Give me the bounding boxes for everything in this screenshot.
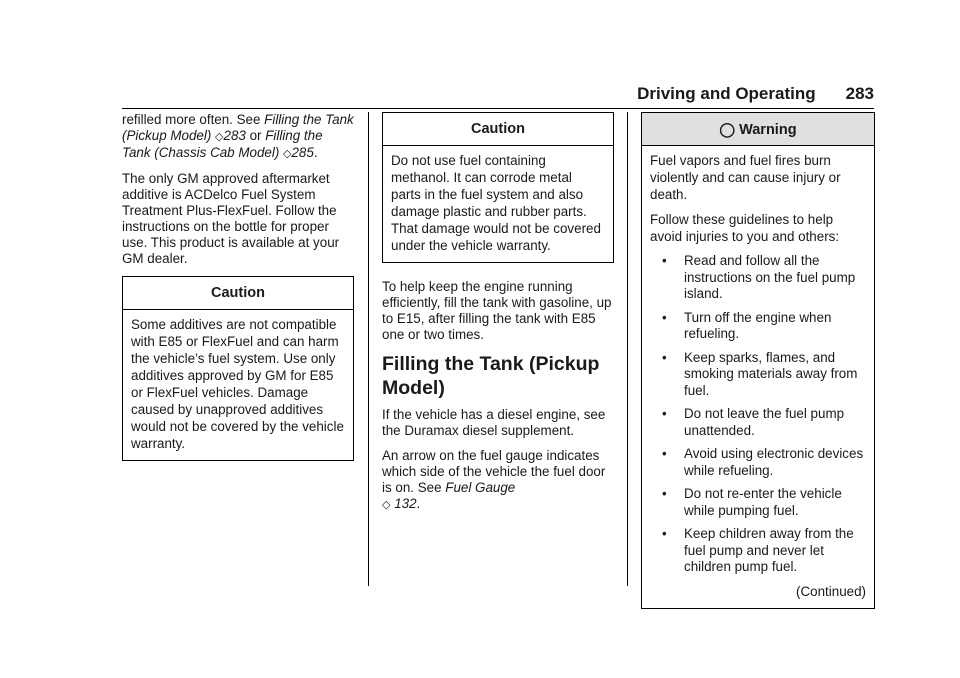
caution-text: Do not use fuel containing methanol. It can corrode metal parts in the fuel system and also damage plastic and rubber parts. That damage would not be covered under the vehicle warranty. (391, 153, 601, 253)
column-1 (122, 112, 354, 461)
list-item: • Avoid using electronic devices while refueling. (662, 446, 864, 478)
warning-title: ◯ Warning (642, 113, 874, 146)
warning-text: Follow these guidelines to help avoid injuries to you and others: (650, 212, 840, 244)
section-title: Driving and Operating (637, 84, 816, 103)
list-item: • Do not leave the fuel pump unattended. (662, 406, 845, 438)
cross-reference-link[interactable]: Filling the Tank (Chassis Cab Model) (122, 128, 323, 160)
paragraph: An arrow on the fuel gauge indicates which side of the vehicle the fuel door is on. See Fuel Gauge ◇ 132. (382, 448, 606, 511)
page-number: 283 (845, 84, 874, 103)
list-item: • Turn off the engine when refueling. (662, 309, 832, 341)
section-heading: Filling the Tank (Pickup Model) (382, 353, 600, 399)
caution-text: Some additives are not compatible with E85 or FlexFuel and can harm the vehicle’s fuel system. Use only additives approved by GM for E85 or FlexFuel vehicles. Damage caused by unapproved additives would not be covered by the vehicle warranty. (131, 317, 344, 451)
warning-text: Fuel vapors and fuel fires burn violently and can cause injury or death. (650, 153, 841, 202)
list-item: • Keep sparks, flames, and smoking materials away from fuel. (662, 349, 858, 398)
continued-label: (Continued) (796, 583, 866, 599)
warning-box (641, 112, 875, 609)
list-item: • Keep children away from the fuel pump and never let children pump fuel. (662, 526, 854, 574)
caution-box (122, 276, 354, 461)
guideline-list (650, 253, 866, 576)
paragraph: The only GM approved aftermarket additive is ACDelco Fuel System Treatment Plus-FlexFuel. Follow the instructions on the bottle for proper use. This product is available at your GM dealer. (122, 171, 340, 266)
column-3 (641, 112, 875, 609)
paragraph: If the vehicle has a diesel engine, see the Duramax diesel supplement. (382, 407, 606, 438)
column-2 (382, 112, 614, 522)
column-divider (627, 112, 628, 586)
caution-title: Caution (123, 277, 353, 310)
paragraph: To help keep the engine running efficiently, fill the tank with gasoline, up to E15, after filling the tank with E85 one or two times. (382, 279, 612, 342)
cross-reference-link[interactable]: Filling the Tank (Pickup Model) (122, 112, 354, 143)
cross-reference-link[interactable]: Fuel Gauge (445, 480, 516, 495)
column-divider (368, 112, 369, 586)
caution-title: Caution (383, 113, 613, 146)
header-rule (122, 108, 874, 109)
warning-icon: ◯ (719, 121, 736, 137)
caution-box (382, 112, 614, 263)
list-item: • Do not re-enter the vehicle while pumping fuel. (662, 486, 842, 518)
page-ref-icon: ◇ (215, 131, 224, 143)
list-item: • Read and follow all the instructions on the fuel pump island. (662, 253, 856, 301)
paragraph: refilled more often. See Filling the Tank (Pickup Model) ◇283 or Filling the Tank (Chassis Cab Model) ◇285. (122, 112, 354, 160)
page-ref-icon: ◇ (382, 499, 391, 511)
page-header (637, 84, 874, 104)
page-ref-icon: ◇ (283, 148, 292, 160)
